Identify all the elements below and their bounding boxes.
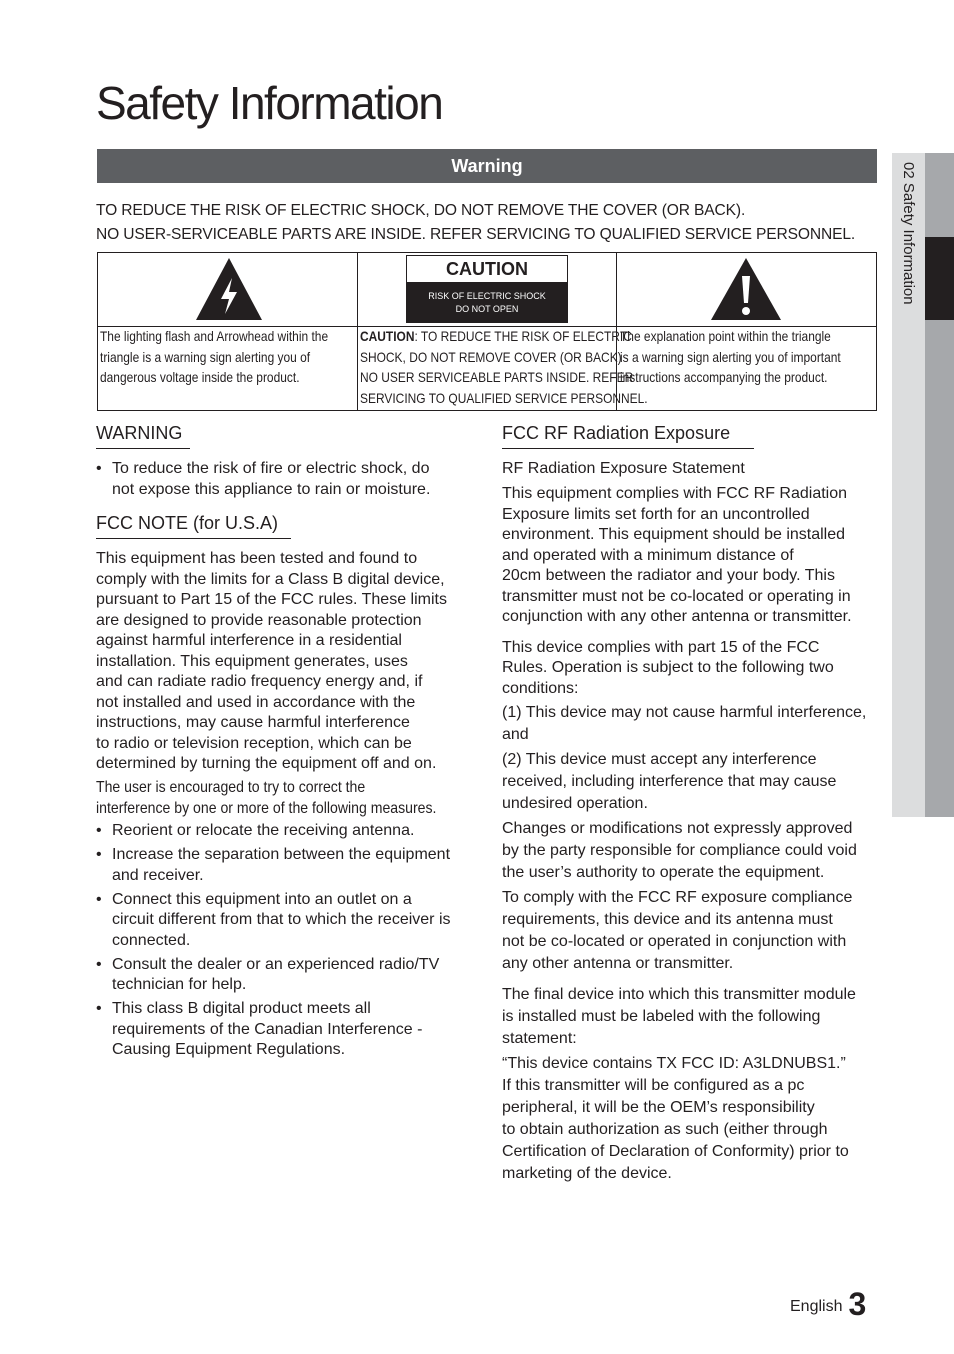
list-item bbox=[96, 821, 476, 842]
fcc-encourage-text bbox=[96, 778, 436, 819]
fcc-line: This equipment has been tested and found to bbox=[96, 550, 418, 567]
encourage-line: interference by one or more of the following measures. bbox=[96, 799, 437, 817]
cell-line: is a warning sign alerting you of important bbox=[620, 349, 841, 365]
table-divider bbox=[357, 253, 358, 410]
warning-bullet-list bbox=[96, 459, 476, 504]
list-item-line: • To reduce the risk of fire or electric shock, do bbox=[112, 460, 430, 477]
fcc-rf-heading: FCC RF Radiation Exposure bbox=[502, 421, 754, 449]
rf-line: marketing of the device. bbox=[502, 1165, 672, 1182]
list-item bbox=[96, 955, 476, 996]
rf-line: by the party responsible for compliance could void bbox=[502, 842, 857, 859]
rf-line: and operated with a minimum distance of bbox=[502, 546, 794, 564]
rf-line: 20cm between the radiator and your body. This bbox=[502, 567, 835, 584]
cell-line: SHOCK, DO NOT REMOVE COVER (OR BACK) bbox=[360, 349, 622, 365]
cell-line: SERVICING TO QUALIFIED SERVICE PERSONNEL. bbox=[360, 390, 648, 406]
rf-paragraph bbox=[502, 1053, 882, 1185]
rf-line: This equipment complies with FCC RF Radiation bbox=[502, 485, 848, 502]
side-tab-stripe bbox=[925, 320, 954, 817]
list-item-line: • This class B digital product meets all bbox=[112, 1000, 371, 1017]
list-item-line: requirements of the Canadian Interference - bbox=[112, 1020, 423, 1038]
rf-paragraph bbox=[502, 702, 882, 746]
fcc-line: instructions, may cause harmful interference bbox=[96, 714, 410, 731]
list-item-line: • Reorient or relocate the receiving antenna. bbox=[112, 822, 415, 839]
list-item-line: Causing Equipment Regulations. bbox=[112, 1041, 346, 1058]
chapter-label: 02 Safety Information bbox=[900, 162, 917, 305]
rf-line: conditions: bbox=[502, 679, 579, 697]
lightning-description bbox=[100, 327, 328, 389]
caution-label bbox=[406, 255, 568, 323]
cell-line: instructions accompanying the product. bbox=[620, 370, 828, 385]
lightning-triangle-icon bbox=[194, 256, 264, 322]
rf-line: undesired operation. bbox=[502, 795, 648, 812]
rf-statement-subheading: RF Radiation Exposure Statement bbox=[502, 460, 745, 477]
rf-paragraph bbox=[502, 638, 882, 700]
fcc-line: to radio or television reception, which can be bbox=[96, 734, 412, 752]
rf-line: the user’s authority to operate the equipment. bbox=[502, 864, 825, 881]
list-item-line: • Connect this equipment into an outlet on a bbox=[112, 890, 412, 908]
rf-statement-body bbox=[502, 484, 882, 1185]
list-item-line: connected. bbox=[112, 931, 191, 949]
list-item bbox=[96, 845, 476, 886]
rf-line: transmitter must not be co-located or operating in bbox=[502, 587, 851, 605]
intro-line: NO USER-SERVICEABLE PARTS ARE INSIDE. REFER SERVICING TO QUALIFIED SERVICE PERSONNEL. bbox=[96, 226, 856, 243]
rf-line: peripheral, it will be the OEM’s responsibility bbox=[502, 1099, 815, 1116]
rf-line: “This device contains TX FCC ID: A3LDNUBS1.” bbox=[502, 1055, 846, 1072]
rf-paragraph bbox=[502, 887, 882, 975]
list-item bbox=[96, 459, 476, 500]
rf-line: Certification of Declaration of Conformity) prior to bbox=[502, 1143, 849, 1160]
fcc-line: against harmful interference in a residential bbox=[96, 632, 402, 649]
rf-paragraph bbox=[502, 984, 882, 1050]
fcc-line: installation. This equipment generates, uses bbox=[96, 652, 408, 670]
cell-line: dangerous voltage inside the product. bbox=[100, 370, 300, 385]
page-footer bbox=[790, 1286, 866, 1323]
list-item-line: • Increase the separation between the equipment bbox=[112, 846, 451, 863]
list-item bbox=[96, 999, 476, 1061]
rf-line: Exposure limits set forth for an uncontrolled bbox=[502, 505, 810, 523]
list-item bbox=[96, 890, 476, 952]
fcc-measures-list bbox=[96, 821, 476, 1064]
list-item-line: not expose this appliance to rain or moisture. bbox=[112, 480, 431, 498]
page-number: 3 bbox=[848, 1286, 867, 1322]
exclamation-triangle-icon bbox=[709, 256, 783, 322]
rf-line: to obtain authorization as such (either through bbox=[502, 1121, 828, 1138]
warning-banner: Warning bbox=[97, 149, 877, 183]
exclamation-description bbox=[620, 327, 841, 389]
cell-line: triangle is a warning sign alerting you of bbox=[100, 349, 311, 365]
page-title: Safety Information bbox=[96, 77, 443, 129]
fcc-note-body bbox=[96, 549, 476, 775]
fcc-line: comply with the limits for a Class B digital device, bbox=[96, 570, 445, 588]
rf-line: If this transmitter will be configured as a pc bbox=[502, 1077, 805, 1094]
cell-line: NO USER SERVICEABLE PARTS INSIDE. REFER bbox=[360, 370, 634, 385]
rf-line: The final device into which this transmitter module bbox=[502, 986, 856, 1003]
rf-line: conjunction with any other antenna or transmitter. bbox=[502, 608, 852, 625]
fcc-line: are designed to provide reasonable protection bbox=[96, 611, 422, 629]
caution-sub-line: RISK OF ELECTRIC SHOCK bbox=[428, 291, 546, 301]
caution-sub-line: DO NOT OPEN bbox=[455, 304, 519, 314]
rf-line: and bbox=[502, 726, 529, 743]
rf-paragraph bbox=[502, 818, 882, 884]
rf-line: This device complies with part 15 of the FCC bbox=[502, 638, 820, 656]
cell-line bbox=[360, 327, 648, 348]
rf-line: Rules. Operation is subject to the following two bbox=[502, 659, 834, 676]
intro-line: TO REDUCE THE RISK OF ELECTRIC SHOCK, DO NOT REMOVE THE COVER (OR BACK). bbox=[96, 202, 746, 219]
encourage-line: The user is encouraged to try to correct the bbox=[96, 779, 366, 796]
rf-line: environment. This equipment should be installed bbox=[502, 526, 846, 543]
fcc-line: determined by turning the equipment off and on. bbox=[96, 755, 437, 772]
rf-line: (1) This device may not cause harmful interference, bbox=[502, 704, 867, 721]
warning-heading: WARNING bbox=[96, 421, 190, 449]
side-tab-stripe bbox=[925, 153, 954, 237]
rf-line: any other antenna or transmitter. bbox=[502, 955, 734, 972]
rf-line: received, including interference that may cause bbox=[502, 773, 837, 790]
fcc-line: not installed and used in accordance with the bbox=[96, 693, 416, 711]
caution-title: CAUTION bbox=[406, 255, 568, 283]
caution-description bbox=[360, 327, 648, 409]
rf-line: To comply with the FCC RF exposure compliance bbox=[502, 889, 853, 906]
list-item-line: • Consult the dealer or an experienced radio/TV bbox=[112, 955, 440, 973]
list-item-line: technician for help. bbox=[112, 976, 247, 993]
footer-language: English bbox=[790, 1298, 843, 1315]
cell-line: The lighting flash and Arrowhead within the bbox=[100, 329, 329, 344]
caution-bold-word: CAUTION bbox=[360, 329, 415, 344]
fcc-line: pursuant to Part 15 of the FCC rules. These limits bbox=[96, 591, 447, 608]
list-item-line: and receiver. bbox=[112, 866, 204, 884]
rf-line: is installed must be labeled with the following bbox=[502, 1008, 821, 1025]
rf-line: not be co-located or operated in conjunction with bbox=[502, 933, 847, 950]
cell-line: The explanation point within the triangle bbox=[620, 329, 831, 344]
rf-line: requirements, this device and its antenna must bbox=[502, 911, 833, 928]
fcc-note-heading: FCC NOTE (for U.S.A) bbox=[96, 511, 291, 539]
list-item-line: circuit different from that to which the receiver is bbox=[112, 911, 451, 928]
intro-warning-text bbox=[96, 199, 886, 247]
rf-paragraph bbox=[502, 749, 882, 815]
rf-paragraph bbox=[502, 484, 882, 628]
cell-line-rest: : TO REDUCE THE RISK OF ELECTRIC bbox=[414, 329, 632, 344]
fcc-line: and can radiate radio frequency energy and, if bbox=[96, 673, 423, 690]
side-tab-marker bbox=[925, 237, 954, 320]
rf-line: Changes or modifications not expressly approved bbox=[502, 820, 853, 837]
rf-line: (2) This device must accept any interference bbox=[502, 751, 817, 768]
rf-line: statement: bbox=[502, 1030, 577, 1047]
caution-subtitle bbox=[406, 283, 568, 323]
safety-symbols-table bbox=[97, 252, 877, 411]
